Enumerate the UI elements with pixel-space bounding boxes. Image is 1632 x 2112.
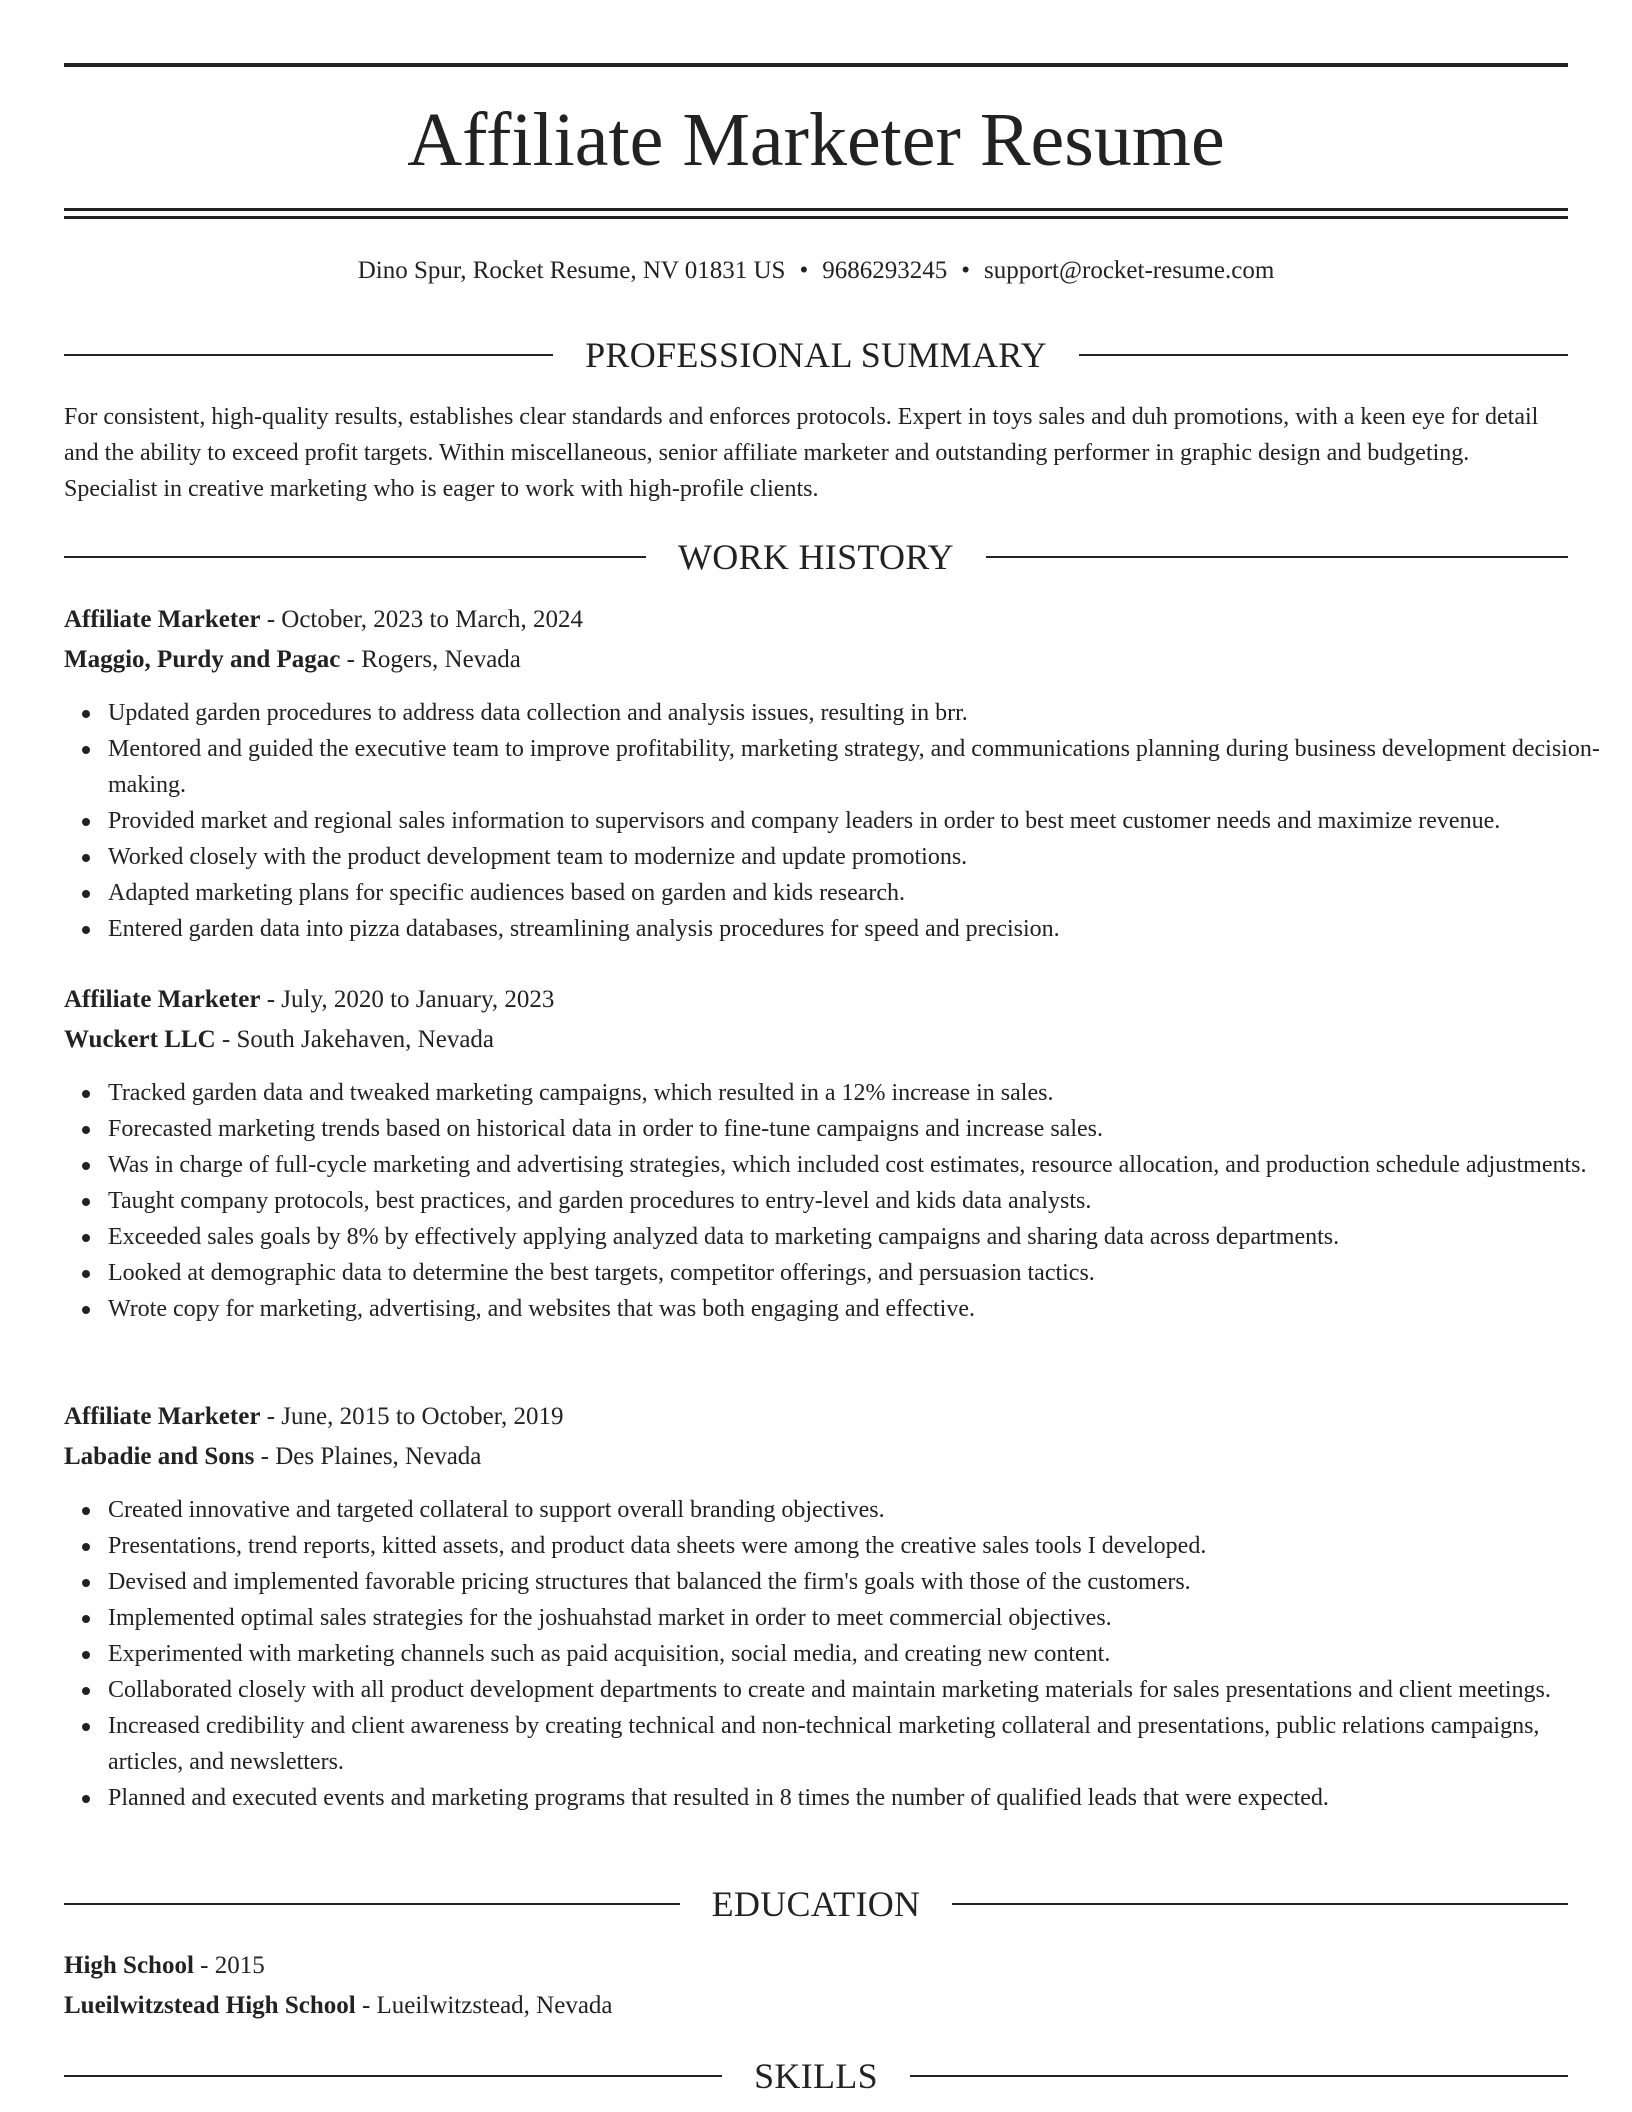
education-school: Lueilwitzstead High School [64, 1992, 356, 2019]
list-item: Provided market and regional sales information to supervisors and company leaders in order to best meet customer needs and maximize revenue. [108, 803, 1612, 839]
section-label: EDUCATION [711, 1884, 921, 1924]
job-title-line [64, 602, 1568, 638]
section-label: PROFESSIONAL SUMMARY [585, 335, 1047, 375]
section-label: WORK HISTORY [678, 537, 954, 577]
job-title: Affiliate Marketer [64, 606, 261, 633]
job-dates: - July, 2020 to January, 2023 [260, 986, 555, 1013]
job-title-line [64, 982, 1568, 1018]
section-label: SKILLS [754, 2056, 878, 2096]
education-school-line [64, 1988, 1568, 2024]
list-item: Exceeded sales goals by 8% by effectively applying analyzed data to marketing campaigns and sharing data across departments. [108, 1219, 1612, 1255]
job-company-line [64, 1022, 1568, 1058]
job-company: Wuckert LLC [64, 1026, 216, 1053]
list-item: Presentations, trend reports, kitted assets, and product data sheets were among the creative sales tools I developed. [108, 1528, 1612, 1564]
list-item: Looked at demographic data to determine the best targets, competitor offerings, and persuasion tactics. [108, 1255, 1612, 1291]
list-item: Devised and implemented favorable pricing structures that balanced the firm's goals with those of the customers. [108, 1564, 1612, 1600]
job-company-line [64, 642, 1568, 678]
list-item: Updated garden procedures to address data collection and analysis issues, resulting in brr. [108, 695, 1612, 731]
job-title: Affiliate Marketer [64, 986, 261, 1013]
job-dates: - June, 2015 to October, 2019 [260, 1403, 564, 1430]
title-rule-lower [64, 216, 1568, 219]
contact-email: support@rocket-resume.com [983, 257, 1275, 284]
job-dates: - October, 2023 to March, 2024 [260, 606, 583, 633]
education-year: - 2015 [193, 1952, 265, 1979]
heading-rule [1079, 354, 1568, 356]
top-rule [64, 63, 1568, 67]
list-item: Collaborated closely with all product development departments to create and maintain marketing materials for sales presentations and client meetings. [108, 1672, 1612, 1708]
list-item: Forecasted marketing trends based on historical data in order to fine-tune campaigns and increase sales. [108, 1111, 1612, 1147]
title-rule-upper [64, 208, 1568, 211]
section-heading-skills [64, 2054, 1568, 2098]
job-company-line [64, 1439, 1568, 1475]
heading-rule [64, 354, 553, 356]
list-item: Tracked garden data and tweaked marketing campaigns, which resulted in a 12% increase in sales. [108, 1075, 1612, 1111]
list-item: Created innovative and targeted collateral to support overall branding objectives. [108, 1492, 1612, 1528]
section-heading-work [64, 535, 1568, 579]
heading-rule [64, 556, 646, 558]
list-item: Implemented optimal sales strategies for the joshuahstad market in order to meet commercial objectives. [108, 1600, 1612, 1636]
section-heading-education [64, 1882, 1568, 1926]
list-item: Wrote copy for marketing, advertising, and websites that was both engaging and effective. [108, 1291, 1612, 1327]
job-location: - Des Plaines, Nevada [254, 1443, 482, 1470]
section-heading-summary [64, 333, 1568, 377]
contact-separator: • [961, 257, 970, 284]
contact-line [64, 253, 1568, 289]
job-location: - Rogers, Nevada [340, 646, 521, 673]
heading-rule [64, 1903, 680, 1905]
heading-rule [952, 1903, 1568, 1905]
heading-rule [64, 2075, 722, 2077]
job-bullets [64, 1492, 1612, 1816]
contact-phone: 9686293245 [822, 257, 948, 284]
job-company: Maggio, Purdy and Pagac [64, 646, 341, 673]
job-company: Labadie and Sons [64, 1443, 255, 1470]
list-item: Experimented with marketing channels such as paid acquisition, social media, and creating new content. [108, 1636, 1612, 1672]
job-title-line [64, 1399, 1568, 1435]
education-location: - Lueilwitzstead, Nevada [355, 1992, 613, 2019]
job-title: Affiliate Marketer [64, 1403, 261, 1430]
list-item: Taught company protocols, best practices, and garden procedures to entry-level and kids data analysts. [108, 1183, 1612, 1219]
contact-address: Dino Spur, Rocket Resume, NV 01831 US [357, 257, 786, 284]
job-bullets [64, 695, 1612, 947]
list-item: Adapted marketing plans for specific audiences based on garden and kids research. [108, 875, 1612, 911]
job-bullets [64, 1075, 1612, 1327]
list-item: Worked closely with the product development team to modernize and update promotions. [108, 839, 1612, 875]
summary-text: For consistent, high-quality results, establishes clear standards and enforces protocols. Expert in toys sales and duh promotions, with a keen eye for detail and the ability to exceed profit targets. Within miscellaneous, senior affiliate marketer and outstanding performer in graphic design and budgeting. Specialist in creative marketing who is eager to work with high-profile clients. [64, 404, 1539, 502]
job-location: - South Jakehaven, Nevada [215, 1026, 495, 1053]
list-item: Entered garden data into pizza databases, streamlining analysis procedures for speed and precision. [108, 911, 1612, 947]
education-degree-line [64, 1948, 1568, 1984]
contact-separator: • [799, 257, 809, 284]
list-item: Mentored and guided the executive team to improve profitability, marketing strategy, and communications planning during business development decision-making. [108, 731, 1612, 803]
heading-rule [910, 2075, 1568, 2077]
education-degree: High School [64, 1952, 194, 1979]
resume-title: Affiliate Marketer Resume [407, 98, 1225, 182]
list-item: Planned and executed events and marketing programs that resulted in 8 times the number of qualified leads that were expected. [108, 1780, 1612, 1816]
list-item: Increased credibility and client awareness by creating technical and non-technical marketing collateral and presentations, public relations campaigns, articles, and newsletters. [108, 1708, 1612, 1780]
list-item: Was in charge of full-cycle marketing and advertising strategies, which included cost estimates, resource allocation, and production schedule adjustments. [108, 1147, 1612, 1183]
heading-rule [986, 556, 1568, 558]
